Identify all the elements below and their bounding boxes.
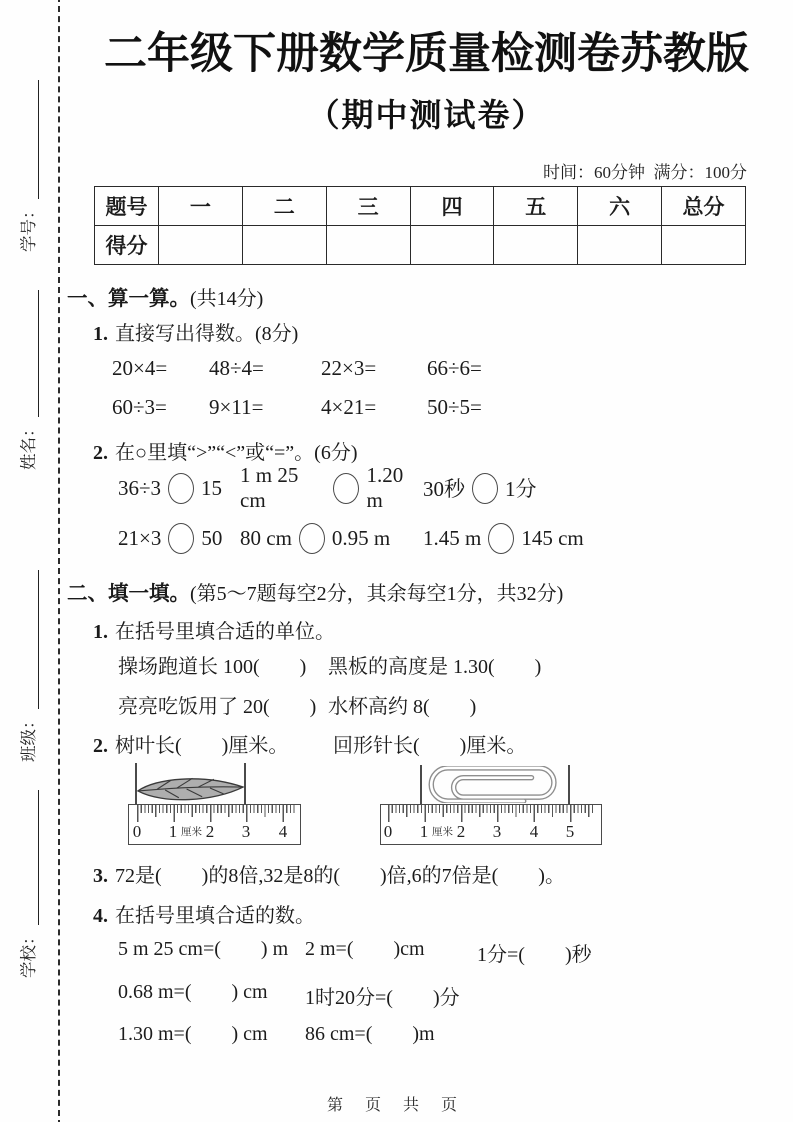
q-text: 在○里填“>”“<”或“=”。(6分) [115, 442, 358, 464]
ruler-unit-label: 厘米 [181, 827, 202, 838]
compare-circle [168, 473, 194, 504]
q-text: 直接写出得数。(8分) [115, 323, 299, 345]
student-id-blank-line [23, 80, 39, 200]
score-empty-cell [662, 226, 746, 265]
compare-item [423, 470, 537, 506]
compare-left: 21×3 [118, 525, 162, 550]
q-text: 树叶长( )厘米。 [115, 735, 289, 757]
fill-number-item: 1时20分=( )分 [305, 987, 460, 1009]
q-text: 在括号里填合适的单位。 [115, 621, 335, 643]
s2-q2-left-prompt [93, 729, 333, 758]
leaf-illustration [136, 774, 245, 804]
fill-number-item: 1.30 m=( ) cm [118, 1023, 268, 1045]
compare-right: 1分 [505, 477, 537, 501]
s2-q4-row-1 [118, 938, 592, 967]
fill-unit-item: 亮亮吃饭用了 20( ) [118, 696, 317, 718]
compare-right: 145 cm [521, 525, 584, 550]
compare-circle [333, 473, 359, 504]
math-item: 9×11= [209, 395, 264, 419]
class-label: 班级： [19, 712, 38, 762]
score-empty-cell [494, 226, 578, 265]
compare-circle [299, 523, 325, 554]
ruler-tick-label: 3 [492, 822, 502, 841]
section-1-note: (共14分) [190, 288, 264, 310]
seal-field-name [17, 290, 39, 470]
compare-left: 1.45 m [423, 525, 482, 550]
page-subtitle: （期中测试卷） [307, 97, 546, 133]
score-empty-cell [410, 226, 494, 265]
score-table-header-row [95, 187, 746, 226]
compare-left: 80 cm [240, 525, 292, 550]
ruler [128, 804, 301, 845]
ruler-tick-label: 4 [278, 822, 288, 841]
name-label: 姓名： [19, 420, 38, 470]
fill-number-item: 5 m 25 cm=( ) m [118, 938, 289, 960]
compare-left: 30秒 [423, 477, 465, 501]
s2-q2-right-prompt: 回形针长( )厘米。 [333, 735, 527, 757]
q-number: 4. [93, 905, 108, 927]
section-1-title: 一、算一算。 [67, 288, 190, 310]
q-text: 72是( )的8倍,32是8的( )倍,6的7倍是( )。 [115, 865, 565, 887]
fill-unit-item: 操场跑道长 100( ) [118, 656, 307, 678]
ruler-unit-label: 厘米 [432, 827, 453, 838]
compare-circle [168, 523, 194, 554]
s2-q1-row-1 [118, 650, 541, 679]
compare-right: 50 [201, 525, 223, 550]
compare-left: 36÷3 [118, 475, 162, 500]
compare-circle [488, 523, 514, 554]
score-header-cell: 六 [578, 187, 662, 226]
fill-number-item: 0.68 m=( ) cm [118, 981, 268, 1003]
s2-q1-prompt [93, 615, 335, 644]
ruler-tick-label: 0 [132, 822, 142, 841]
ruler-tick-label: 1 [168, 822, 178, 841]
compare-left: 1 m 25 cm [240, 463, 299, 512]
score-empty-cell [159, 226, 243, 265]
ruler-tick-label: 1 [419, 822, 429, 841]
math-item: 20×4= [112, 356, 168, 380]
score-header-cell: 四 [410, 187, 494, 226]
seal-field-school [17, 790, 39, 978]
section-2-heading [67, 576, 563, 606]
math-item: 22×3= [321, 356, 377, 380]
section-1-heading [67, 281, 263, 311]
s2-q1-row-2 [118, 690, 476, 719]
score-table [94, 186, 746, 265]
page-title: 二年级下册数学质量检测卷苏教版 [104, 30, 749, 78]
ruler-tick-label: 2 [456, 822, 466, 841]
score-header-cell: 总分 [662, 187, 746, 226]
leaf-measure-figure [120, 762, 315, 848]
school-label: 学校： [19, 928, 38, 978]
s2-q4-row-3 [118, 1023, 435, 1046]
paperclip-measure-figure [372, 762, 617, 848]
compare-circle [472, 473, 498, 504]
compare-right: 15 [201, 475, 223, 500]
compare-item [118, 470, 240, 506]
q-number: 1. [93, 621, 108, 643]
seal-field-student-id [17, 80, 39, 252]
q-text: 在括号里填合适的数。 [115, 905, 315, 927]
s2-q2-prompt [93, 729, 526, 758]
student-id-label: 学号： [19, 202, 38, 252]
ruler-tick-label: 3 [241, 822, 251, 841]
math-item: 50÷5= [427, 395, 482, 419]
compare-right: 0.95 m [331, 525, 391, 550]
s1-q2-prompt [93, 436, 358, 465]
compare-item [118, 520, 240, 556]
math-item: 48÷4= [209, 356, 264, 380]
section-2-title: 二、填一填。 [67, 583, 190, 605]
math-item: 66÷6= [427, 356, 482, 380]
s1-q2-row-1 [118, 463, 537, 512]
score-header-cell: 二 [242, 187, 326, 226]
class-blank-line [23, 570, 39, 710]
score-table-score-row [95, 226, 746, 265]
score-label-cell: 得分 [95, 226, 159, 265]
compare-item [240, 520, 423, 556]
q-number: 2. [93, 735, 108, 757]
fill-number-item: 2 m=( )cm [305, 938, 425, 960]
name-blank-line [23, 290, 39, 418]
math-item: 4×21= [321, 395, 377, 419]
score-empty-cell [578, 226, 662, 265]
compare-item [240, 463, 423, 512]
s1-q2-row-2 [118, 520, 584, 556]
ruler-tick-label: 5 [565, 822, 575, 841]
s1-q1-prompt [93, 317, 298, 346]
ruler [380, 804, 602, 845]
q-number: 1. [93, 323, 108, 345]
s2-q4-row-2 [118, 981, 460, 1010]
score-header-cell: 一 [159, 187, 243, 226]
fill-unit-item: 黑板的高度是 1.30( ) [328, 656, 542, 678]
fill-unit-item: 水杯高约 8( ) [328, 696, 477, 718]
fill-number-item: 1分=( )秒 [477, 944, 592, 966]
compare-right: 1.20 m [366, 463, 404, 512]
page-footer: 第 页 共 页 [326, 1097, 466, 1114]
ruler-tick-label: 0 [383, 822, 393, 841]
school-blank-line [23, 790, 39, 926]
fill-number-item: 86 cm=( )m [305, 1023, 435, 1045]
score-header-cell: 五 [494, 187, 578, 226]
s2-q4-prompt [93, 899, 315, 928]
score-header-cell: 三 [326, 187, 410, 226]
exam-time-score-info: 时间：60分钟 满分：100分 [543, 163, 747, 182]
score-empty-cell [326, 226, 410, 265]
score-empty-cell [242, 226, 326, 265]
s2-q3-prompt [93, 859, 565, 888]
score-header-cell: 题号 [95, 187, 159, 226]
q-number: 2. [93, 442, 108, 464]
seal-dashed-line [58, 0, 60, 1122]
math-item: 60÷3= [112, 395, 167, 419]
section-2-note: (第5～7题每空2分，其余每空1分，共32分) [190, 583, 564, 605]
paperclip-illustration [421, 766, 570, 803]
s1-q1-row-2 [112, 395, 482, 420]
seal-field-class [17, 570, 39, 762]
ruler-tick-label: 4 [529, 822, 539, 841]
compare-item [423, 520, 584, 556]
ruler-tick-label: 2 [205, 822, 215, 841]
q-number: 3. [93, 865, 108, 887]
s1-q1-row-1 [112, 356, 482, 381]
